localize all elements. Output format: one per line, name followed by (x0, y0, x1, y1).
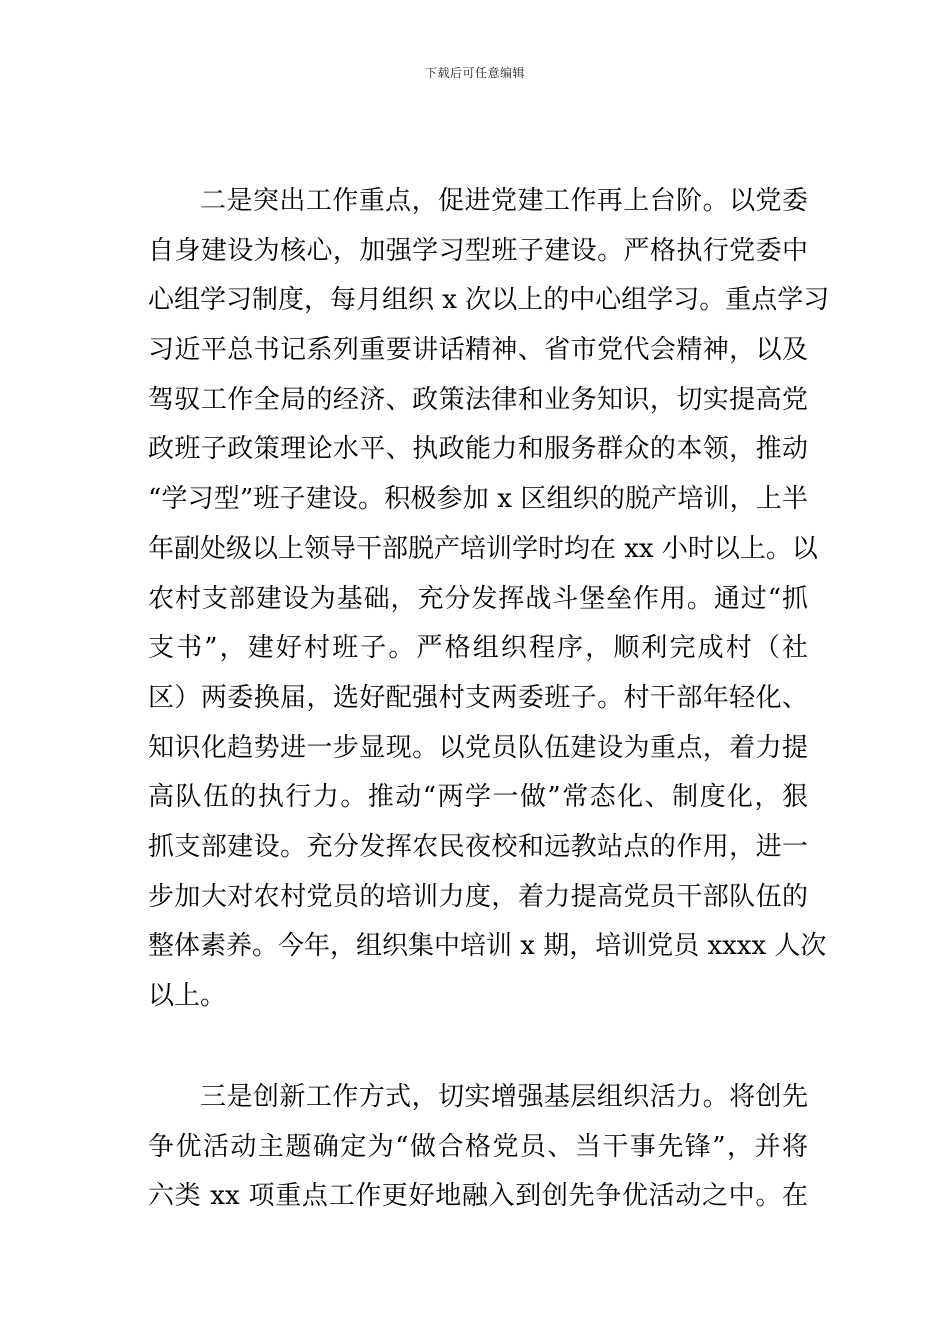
text-line: 六类 xx 项重点工作更好地融入到创先争优活动之中。在 (148, 1181, 808, 1212)
text-line: 习近平总书记系列重要讲话精神、省市党代会精神，以及 (148, 335, 808, 366)
text-line: 知识化趋势进一步显现。以党员队伍建设为重点，着力提 (148, 732, 808, 763)
text-line: 年副处级以上领导干部脱产培训学时均在 xx 小时以上。以 (148, 533, 818, 564)
text-line: 高队伍的执行力。推动“两学一做”常态化、制度化，狠 (148, 782, 808, 813)
text-line: 心组学习制度，每月组织 x 次以上的中心组学习。重点学习 (148, 285, 830, 316)
text-line: 区）两委换届，选好配强村支两委班子。村干部年轻化、 (148, 682, 808, 713)
text-line: 驾驭工作全局的经济、政策法律和业务知识，切实提高党 (148, 384, 808, 415)
text-line: 步加大对农村党员的培训力度，着力提高党员干部队伍的 (148, 881, 808, 912)
text-line: 抓支部建设。充分发挥农民夜校和远教站点的作用，进一 (148, 831, 808, 862)
header-note: 下载后可任意编辑 (424, 66, 525, 80)
text-line: “学习型”班子建设。积极参加 x 区组织的脱产培训，上半 (148, 484, 808, 515)
text-line: 整体素养。今年，组织集中培训 x 期，培训党员 xxxx 人次 (148, 931, 827, 962)
text-line: 支书”，建好村班子。严格组织程序，顺利完成村（社 (148, 633, 808, 664)
text-line: 自身建设为核心，加强学习型班子建设。严格执行党委中 (148, 235, 808, 266)
text-line: 政班子政策理论水平、执政能力和服务群众的本领，推动 (148, 434, 808, 465)
text-line: 农村支部建设为基础，充分发挥战斗堡垒作用。通过“抓 (148, 583, 808, 614)
text-line: 三是创新工作方式，切实增强基层组织活力。将创先 (200, 1082, 808, 1112)
text-line: 以上。 (148, 981, 227, 1011)
text-line: 争优活动主题确定为“做合格党员、当干事先锋”，并将 (148, 1131, 808, 1162)
paragraph-2 (148, 1073, 808, 1222)
text-line: 二是突出工作重点，促进党建工作再上台阶。以党委 (200, 186, 808, 216)
paragraph-1 (148, 177, 830, 1022)
